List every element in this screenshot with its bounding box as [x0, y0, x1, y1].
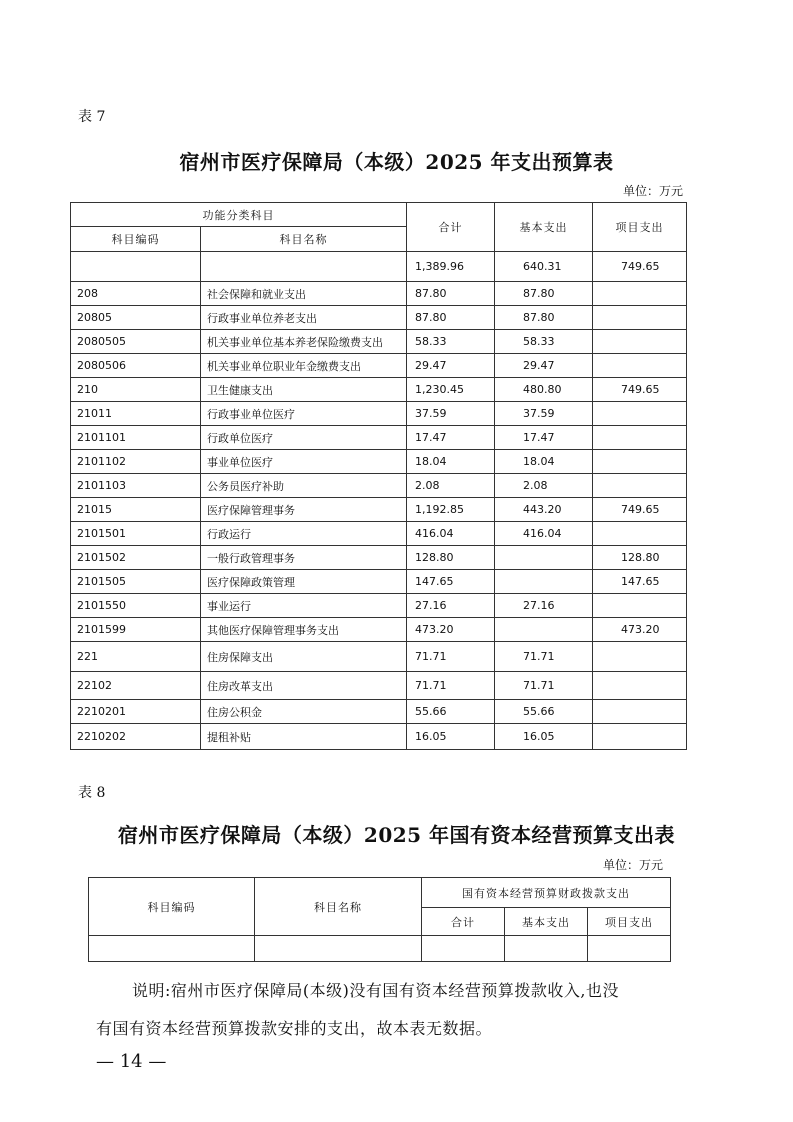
table-row: [71, 498, 687, 522]
table-row: [71, 522, 687, 546]
cell-name: 行政事业单位养老支出: [201, 306, 407, 330]
cell-basic: 87.80: [495, 306, 593, 330]
table-row: [71, 426, 687, 450]
cell-code: 208: [71, 282, 201, 306]
cell-code: 2101502: [71, 546, 201, 570]
cell-project: [593, 426, 687, 450]
cell-project: [593, 700, 687, 724]
cell-code: 2101550: [71, 594, 201, 618]
cell-project: 473.20: [593, 618, 687, 642]
header-function-class: 功能分类科目: [71, 203, 407, 227]
cell-name: 社会保障和就业支出: [201, 282, 407, 306]
table-row: [71, 306, 687, 330]
header-code: 科目编码: [71, 227, 201, 252]
cell-name: 住房保障支出: [201, 642, 407, 672]
header-name: 科目名称: [201, 227, 407, 252]
cell-total: 2.08: [407, 474, 495, 498]
cell-project: [593, 474, 687, 498]
table-row: [71, 282, 687, 306]
table-row: [71, 252, 687, 282]
cell-name: 事业单位医疗: [201, 450, 407, 474]
cell-total: 18.04: [407, 450, 495, 474]
cell-project: [593, 402, 687, 426]
table8-unit: 单位：万元: [602, 858, 663, 872]
table-row: [71, 672, 687, 700]
cell-project: [593, 354, 687, 378]
cell-name: 行政运行: [201, 522, 407, 546]
t8-header-basic: 基本支出: [505, 908, 588, 936]
table-row: [71, 474, 687, 498]
cell-total: 87.80: [407, 306, 495, 330]
cell-project: [593, 450, 687, 474]
cell-name: 行政事业单位医疗: [201, 402, 407, 426]
cell-basic: 27.16: [495, 594, 593, 618]
table-row: [71, 378, 687, 402]
cell-total: 29.47: [407, 354, 495, 378]
table-row: [71, 594, 687, 618]
table-row: [71, 570, 687, 594]
table-row: [71, 546, 687, 570]
cell-total: 27.16: [407, 594, 495, 618]
cell-name: 医疗保障管理事务: [201, 498, 407, 522]
t8-header-name: 科目名称: [255, 878, 422, 936]
cell-basic: 18.04: [495, 450, 593, 474]
cell-name: 其他医疗保障管理事务支出: [201, 618, 407, 642]
explanation-note: [96, 972, 716, 1048]
cell-project: [593, 306, 687, 330]
cell-code: 2101101: [71, 426, 201, 450]
cell-project: [593, 522, 687, 546]
cell-name: 机关事业单位职业年金缴费支出: [201, 354, 407, 378]
cell-name: 卫生健康支出: [201, 378, 407, 402]
table8-label: 表 8: [78, 785, 106, 801]
page-number: — 14 —: [96, 1051, 167, 1072]
cell-total: 128.80: [407, 546, 495, 570]
cell-total: 71.71: [407, 672, 495, 700]
cell-basic: 480.80: [495, 378, 593, 402]
cell-basic: 2.08: [495, 474, 593, 498]
cell-basic: 55.66: [495, 700, 593, 724]
header-project: 项目支出: [593, 203, 687, 252]
state-capital-table: [88, 877, 671, 962]
cell-total: 37.59: [407, 402, 495, 426]
cell-code: 21011: [71, 402, 201, 426]
cell-total: 87.80: [407, 282, 495, 306]
cell-project: 147.65: [593, 570, 687, 594]
table-row: [71, 402, 687, 426]
cell-total: 1,230.45: [407, 378, 495, 402]
cell-basic: 87.80: [495, 282, 593, 306]
t8-header-total: 合计: [422, 908, 505, 936]
cell-project: 128.80: [593, 546, 687, 570]
cell-code: 2101501: [71, 522, 201, 546]
cell-total: 1,389.96: [407, 252, 495, 282]
t8-header-code: 科目编码: [89, 878, 255, 936]
cell-total: 17.47: [407, 426, 495, 450]
cell-total: 147.65: [407, 570, 495, 594]
cell-basic: 17.47: [495, 426, 593, 450]
table7-title: 宿州市医疗保障局（本级）2025 年支出预算表: [179, 150, 614, 174]
cell-total: 55.66: [407, 700, 495, 724]
cell-code: 2080505: [71, 330, 201, 354]
cell-basic: [495, 618, 593, 642]
cell-project: [593, 672, 687, 700]
cell-total: 16.05: [407, 724, 495, 750]
cell-code: 2080506: [71, 354, 201, 378]
cell-name: [201, 252, 407, 282]
cell-project: 749.65: [593, 498, 687, 522]
cell-basic: [495, 546, 593, 570]
cell-basic: 29.47: [495, 354, 593, 378]
header-total: 合计: [407, 203, 495, 252]
cell-code: 21015: [71, 498, 201, 522]
cell-basic: 16.05: [495, 724, 593, 750]
budget-table: [70, 202, 687, 750]
cell-total: 71.71: [407, 642, 495, 672]
cell-name: 住房公积金: [201, 700, 407, 724]
cell-code: 2101103: [71, 474, 201, 498]
table-row: [71, 724, 687, 750]
cell-basic: 640.31: [495, 252, 593, 282]
cell-code: 22102: [71, 672, 201, 700]
table7-label: 表 7: [78, 109, 106, 125]
note-line-2: 有国有资本经营预算拨款安排的支出，故本表无数据。: [96, 1019, 493, 1038]
cell-code: 20805: [71, 306, 201, 330]
cell-code: 2101599: [71, 618, 201, 642]
table-row: [71, 354, 687, 378]
table-row: [71, 618, 687, 642]
cell-project: [593, 642, 687, 672]
cell-code: 210: [71, 378, 201, 402]
cell-project: 749.65: [593, 378, 687, 402]
header-basic: 基本支出: [495, 203, 593, 252]
table-row: [71, 642, 687, 672]
cell-basic: [495, 570, 593, 594]
cell-total: 416.04: [407, 522, 495, 546]
cell-code: 2210201: [71, 700, 201, 724]
cell-name: 一般行政管理事务: [201, 546, 407, 570]
cell-project: [593, 282, 687, 306]
cell-name: 机关事业单位基本养老保险缴费支出: [201, 330, 407, 354]
cell-code: 221: [71, 642, 201, 672]
cell-basic: 71.71: [495, 672, 593, 700]
t8-header-group: 国有资本经营预算财政拨款支出: [422, 878, 671, 908]
cell-total: 473.20: [407, 618, 495, 642]
cell-name: 事业运行: [201, 594, 407, 618]
cell-code: 2101505: [71, 570, 201, 594]
table8-title: 宿州市医疗保障局（本级）2025 年国有资本经营预算支出表: [117, 823, 676, 847]
cell-project: [593, 330, 687, 354]
cell-code: 2210202: [71, 724, 201, 750]
cell-name: 住房改革支出: [201, 672, 407, 700]
table-row: [71, 330, 687, 354]
cell-name: 提租补贴: [201, 724, 407, 750]
cell-project: [593, 594, 687, 618]
cell-basic: 58.33: [495, 330, 593, 354]
cell-project: [593, 724, 687, 750]
cell-total: 1,192.85: [407, 498, 495, 522]
table7-unit: 单位：万元: [622, 184, 683, 198]
cell-basic: 443.20: [495, 498, 593, 522]
t8-empty-row: [89, 936, 671, 962]
cell-name: 医疗保障政策管理: [201, 570, 407, 594]
cell-basic: 71.71: [495, 642, 593, 672]
table-row: [71, 700, 687, 724]
cell-basic: 37.59: [495, 402, 593, 426]
cell-basic: 416.04: [495, 522, 593, 546]
t8-header-project: 项目支出: [588, 908, 671, 936]
cell-name: 行政单位医疗: [201, 426, 407, 450]
cell-project: 749.65: [593, 252, 687, 282]
cell-total: 58.33: [407, 330, 495, 354]
table-row: [71, 450, 687, 474]
note-line-1: 说明:宿州市医疗保障局(本级)没有国有资本经营预算拨款收入,也没: [132, 981, 619, 1000]
cell-code: [71, 252, 201, 282]
cell-name: 公务员医疗补助: [201, 474, 407, 498]
cell-code: 2101102: [71, 450, 201, 474]
